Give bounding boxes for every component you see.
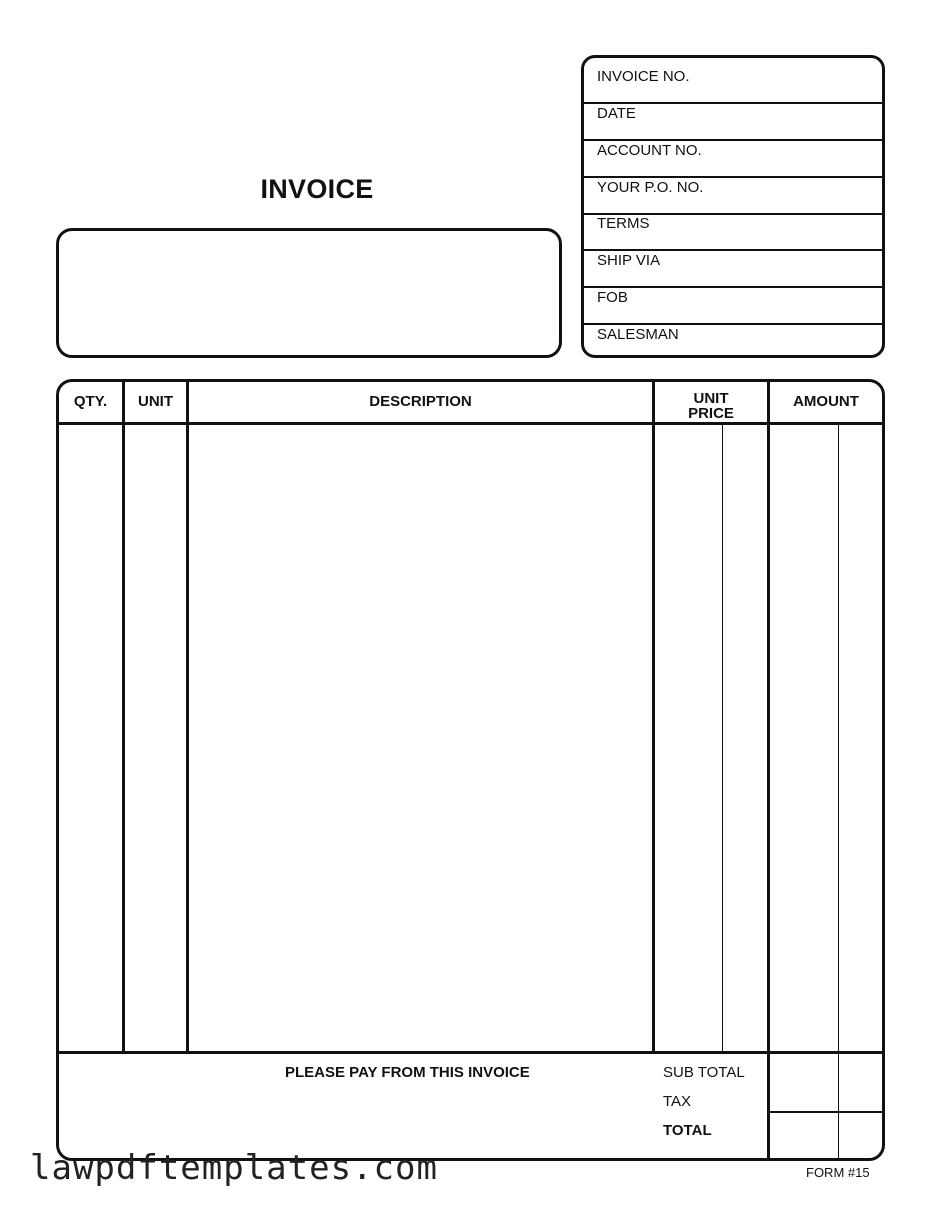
terms-label: TERMS	[597, 215, 650, 232]
date-label: DATE	[597, 105, 636, 122]
salesman-field[interactable]	[584, 316, 882, 353]
date-field[interactable]	[584, 95, 882, 132]
unit-column[interactable]	[125, 425, 186, 1051]
header-unit-price-line1: UNIT	[693, 390, 729, 407]
header-qty: QTY.	[73, 393, 108, 410]
invoice-no-label: INVOICE NO.	[597, 68, 690, 85]
header-unit-price	[655, 391, 767, 421]
bill-to-box[interactable]	[56, 228, 562, 358]
fob-field[interactable]	[584, 279, 882, 316]
line-items-table	[56, 379, 885, 1161]
salesman-label: SALESMAN	[597, 326, 679, 343]
fob-label: FOB	[597, 289, 628, 306]
ship-via-field[interactable]	[584, 242, 882, 279]
watermark: lawpdftemplates.com	[30, 1148, 438, 1188]
unit-price-column[interactable]	[655, 425, 767, 1051]
account-no-label: ACCOUNT NO.	[597, 142, 702, 159]
header-description: DESCRIPTION	[369, 393, 472, 410]
amount-column[interactable]	[770, 425, 882, 1051]
subtotal-tax-amount[interactable]	[770, 1054, 882, 1111]
invoice-info-box	[581, 55, 885, 358]
header-unit-price-line2: PRICE	[688, 405, 734, 422]
page-title: INVOICE	[260, 174, 374, 204]
invoice-no-field[interactable]	[584, 58, 882, 95]
pay-message: PLEASE PAY FROM THIS INVOICE	[285, 1064, 530, 1081]
ship-via-label: SHIP VIA	[597, 252, 661, 269]
total-label: TOTAL	[663, 1122, 712, 1139]
po-no-field[interactable]	[584, 169, 882, 206]
description-column[interactable]	[189, 425, 652, 1051]
qty-column[interactable]	[59, 425, 122, 1051]
tax-label: TAX	[663, 1093, 692, 1110]
subtotal-label: SUB TOTAL	[663, 1064, 745, 1081]
terms-field[interactable]	[584, 205, 882, 242]
header-amount: AMOUNT	[793, 393, 859, 410]
totals-divider	[59, 1051, 882, 1054]
header-unit: UNIT	[138, 393, 173, 410]
account-no-field[interactable]	[584, 132, 882, 169]
form-number: FORM #15	[806, 1165, 870, 1180]
total-amount[interactable]	[770, 1113, 882, 1159]
po-no-label: YOUR P.O. NO.	[597, 179, 704, 196]
